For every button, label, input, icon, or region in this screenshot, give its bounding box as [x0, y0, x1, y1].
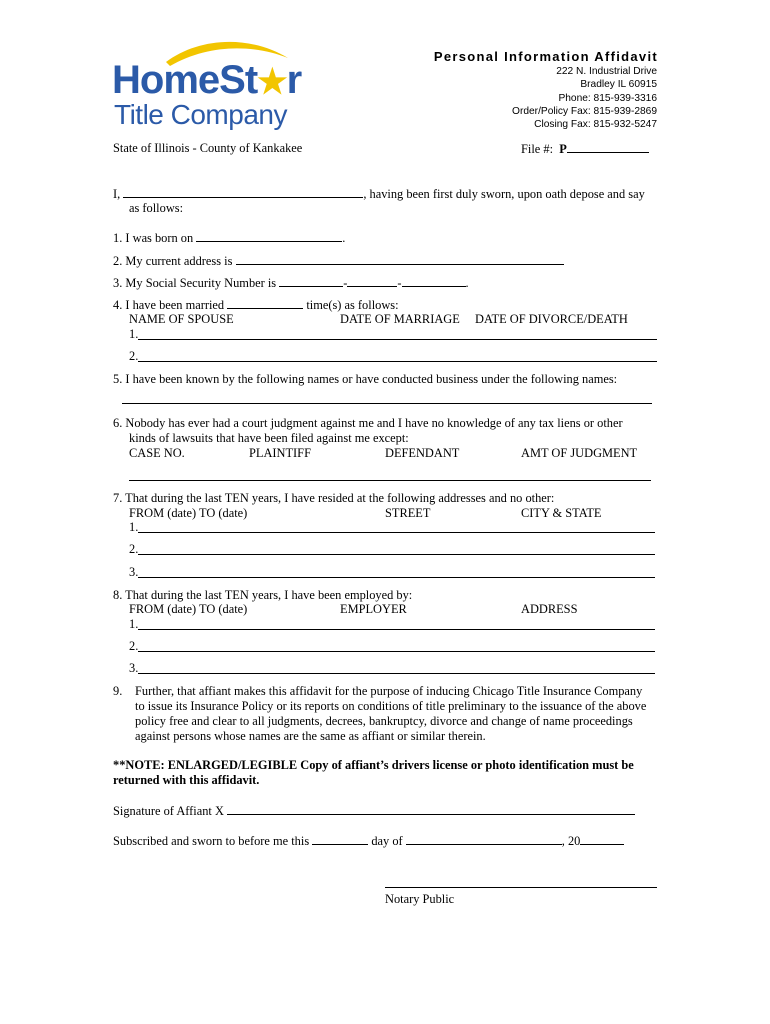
- item-judgment: 6. Nobody has ever had a court judgment against me and I have no knowledge of any tax liens or other: [113, 416, 623, 430]
- ssn-part2-field[interactable]: [347, 275, 397, 287]
- residence-header-dates: FROM (date) TO (date): [129, 506, 248, 520]
- residence-row-number: 2.: [129, 542, 139, 556]
- item-ssn-label: 3. My Social Security Number is: [113, 276, 280, 290]
- current-address-field[interactable]: [236, 253, 564, 265]
- sworn-year-prefix: , 20: [561, 834, 581, 848]
- item-address: [113, 253, 564, 269]
- item-residence: 7. That during the last TEN years, I have resided at the following addresses and no other:: [113, 491, 555, 505]
- spouse-row-1-field[interactable]: [138, 339, 657, 340]
- ssn-part3-field[interactable]: [402, 275, 466, 287]
- company-address: [512, 65, 657, 131]
- judgment-header-amount: AMT OF JUDGMENT: [521, 446, 638, 460]
- employment-row-number: 3.: [129, 661, 139, 675]
- intro-continuation: as follows:: [129, 201, 184, 215]
- residence-row-3-field[interactable]: [138, 577, 655, 578]
- spouse-header-divorce: DATE OF DIVORCE/DEATH: [475, 312, 628, 326]
- employment-row-2-field[interactable]: [138, 651, 655, 652]
- judgment-header-plaintiff: PLAINTIFF: [249, 446, 311, 460]
- spouse-row-number: 2.: [129, 349, 139, 363]
- sworn-year-field[interactable]: [580, 833, 624, 845]
- item-ssn: [113, 275, 469, 291]
- notary-signature-field[interactable]: [385, 887, 657, 888]
- signature-line: [113, 803, 635, 819]
- file-label: File #:: [521, 142, 554, 156]
- intro-prefix: I,: [113, 187, 124, 201]
- item-married-label: 4. I have been married: [113, 298, 228, 312]
- sworn-prefix: Subscribed and sworn to before me this: [113, 834, 313, 848]
- note-line-2: returned with this affidavit.: [113, 773, 260, 787]
- item-address-label: 2. My current address is: [113, 254, 236, 268]
- sworn-day-of: day of: [368, 834, 406, 848]
- sworn-month-field[interactable]: [406, 833, 562, 845]
- file-number-field[interactable]: [567, 141, 649, 153]
- judgment-header-defendant: DEFENDANT: [385, 446, 460, 460]
- intro-text: , having been first duly sworn, upon oath depose and say: [363, 187, 645, 201]
- item-9-line-4: against persons whose names are the same as affiant or similar therein.: [135, 729, 486, 743]
- sworn-day-field[interactable]: [312, 833, 368, 845]
- item-known-names: 5. I have been known by the following names or have conducted business under the following names:: [113, 372, 618, 386]
- spouse-header-name: NAME OF SPOUSE: [129, 312, 234, 326]
- address-city: Bradley IL 60915: [580, 79, 657, 91]
- logo-word-r: r: [286, 58, 302, 102]
- company-logo: [108, 36, 318, 136]
- signature-field[interactable]: [227, 803, 635, 815]
- page-title: Personal Information Affidavit: [433, 49, 658, 64]
- address-phone: Phone: 815-939-3316: [558, 92, 657, 104]
- affiant-name-field[interactable]: [123, 186, 363, 198]
- address-closing-fax: Closing Fax: 815-932-5247: [534, 119, 657, 131]
- married-count-field[interactable]: [227, 297, 303, 309]
- signature-label: Signature of Affiant X: [113, 804, 228, 818]
- sworn-line: [113, 833, 624, 849]
- spouse-row-2-field[interactable]: [138, 361, 657, 362]
- residence-row-1-field[interactable]: [138, 532, 655, 533]
- employment-row-number: 1.: [129, 617, 139, 631]
- employment-row-1-field[interactable]: [138, 629, 655, 630]
- item-employment: 8. That during the last TEN years, I have been employed by:: [113, 588, 413, 602]
- logo-subtitle: Title Company: [114, 99, 287, 130]
- spouse-row-number: 1.: [129, 327, 139, 341]
- address-order-fax: Order/Policy Fax: 815-939-2869: [512, 105, 657, 117]
- employment-row-number: 2.: [129, 639, 139, 653]
- address-street: 222 N. Industrial Drive: [556, 66, 657, 77]
- spouse-header-marriage: DATE OF MARRIAGE: [340, 312, 460, 326]
- item-married-text: time(s) as follows:: [303, 298, 399, 312]
- file-number: [521, 141, 649, 157]
- known-names-field[interactable]: [122, 403, 652, 404]
- item-born: [113, 230, 345, 246]
- item-born-label: 1. I was born on: [113, 231, 197, 245]
- residence-header-city: CITY & STATE: [521, 506, 602, 520]
- judgment-row-field[interactable]: [129, 480, 651, 481]
- item-born-end: .: [342, 231, 346, 245]
- residence-row-2-field[interactable]: [138, 554, 655, 555]
- item-9-line-2: to issue its Insurance Policy or its reports on conditions of title preliminary to the issuance of the above: [135, 699, 647, 713]
- note-line-1: **NOTE: ENLARGED/LEGIBLE Copy of affiant’s drivers license or photo identification must be: [113, 758, 634, 772]
- state-county: State of Illinois - County of Kankakee: [113, 141, 303, 155]
- birth-date-field[interactable]: [196, 230, 342, 242]
- judgment-header-case: CASE NO.: [129, 446, 185, 460]
- residence-header-street: STREET: [385, 506, 431, 520]
- item-9-line-3: policy free and clear to all judgments, decrees, bankruptcy, divorce and change of name proceedings: [135, 714, 633, 728]
- ssn-part1-field[interactable]: [279, 275, 343, 287]
- notary-label: Notary Public: [385, 892, 455, 906]
- item-9-number: 9.: [113, 684, 123, 698]
- ssn-separator: -: [397, 276, 402, 290]
- residence-row-number: 3.: [129, 565, 139, 579]
- residence-row-number: 1.: [129, 520, 139, 534]
- item-married: [113, 297, 399, 313]
- logo-word-home: HomeSt: [112, 58, 258, 102]
- employment-header-employer: EMPLOYER: [340, 602, 407, 616]
- ssn-end: .: [465, 276, 469, 290]
- item-9-line-1: Further, that affiant makes this affidavit for the purpose of inducing Chicago Title Insurance Company: [135, 684, 643, 698]
- ssn-separator: -: [343, 276, 348, 290]
- item-judgment-cont: kinds of lawsuits that have been filed against me except:: [129, 431, 409, 445]
- intro-line: [113, 186, 645, 202]
- star-icon: ★: [257, 63, 287, 101]
- employment-row-3-field[interactable]: [138, 673, 655, 674]
- file-prefix: P: [559, 142, 567, 156]
- employment-header-address: ADDRESS: [521, 602, 578, 616]
- employment-header-dates: FROM (date) TO (date): [129, 602, 248, 616]
